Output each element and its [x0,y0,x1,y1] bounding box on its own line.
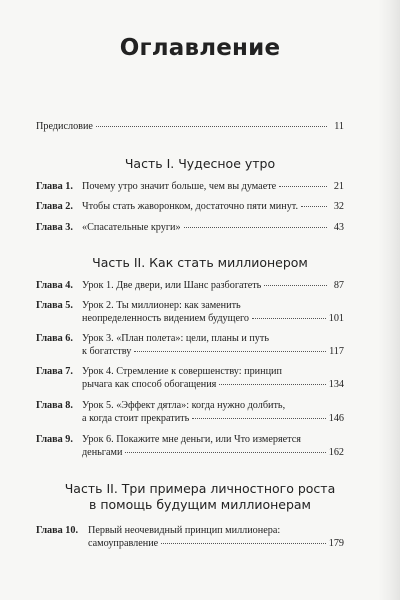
page-number: 43 [333,222,344,233]
chapter-title-line-2: деньгами [82,446,123,458]
chapter-label: Глава 7. [36,366,73,377]
dot-leader [96,126,327,127]
chapter-title-line-1: Урок 5. «Эффект дятла»: когда нужно долбить, [82,400,286,411]
page-number: 117 [329,345,344,357]
dot-leader [252,318,326,319]
chapter-title: «Спасательные круги» [82,222,181,233]
preface-label: Предисловие [36,121,93,132]
chapter-label: Глава 2. [36,201,73,212]
toc-entry-chapter-1[interactable] [36,181,344,194]
toc-entry-chapter-3[interactable] [36,222,344,235]
chapter-label: Глава 10. [36,525,79,536]
part-3-heading: Часть II. Три примера личностного роста в помощь будущим миллионерам [64,481,336,512]
part-1-heading: Часть I. Чудесное утро [124,156,276,171]
dot-leader [125,452,325,453]
toc-entry-preface[interactable] [36,121,344,134]
chapter-title-line-2: рычага как способ обогащения [82,378,217,390]
chapter-label: Глава 3. [36,222,73,233]
page-number: 87 [333,280,344,291]
toc-entry-chapter-7[interactable] [36,366,344,391]
chapter-title-line-1: Первый неочевидный принцип миллионера: [88,525,281,536]
chapter-label: Глава 1. [36,181,73,192]
chapter-label: Глава 5. [36,300,73,311]
toc-entry-chapter-10[interactable] [36,525,344,550]
chapter-label: Глава 6. [36,333,73,344]
toc-entry-chapter-6[interactable] [36,333,344,358]
dot-leader [264,285,327,286]
dot-leader [161,543,326,544]
page-number: 11 [334,121,344,132]
chapter-label: Глава 8. [36,400,73,411]
page-number: 101 [328,312,344,324]
chapter-title-line-1: Урок 3. «План полета»: цели, планы и путь [82,333,269,344]
dot-leader [219,384,325,385]
toc-entry-chapter-4[interactable] [36,280,344,293]
chapter-title: Урок 1. Две двери, или Шанс разбогатеть [82,280,262,291]
page-number: 146 [328,412,344,424]
dot-leader [279,186,327,187]
page-number: 134 [328,378,344,390]
toc-entry-chapter-8[interactable] [36,400,344,425]
chapter-title-line-1: Урок 6. Покажите мне деньги, или Что измеряется [82,434,301,445]
chapter-title-line-1: Урок 2. Ты миллионер: как заменить [82,300,241,311]
dot-leader [192,418,325,419]
toc-entry-chapter-5[interactable] [36,300,344,325]
chapter-title-line-2: самоуправление [88,537,159,549]
toc-entry-chapter-2[interactable] [36,201,344,214]
toc-entry-chapter-9[interactable] [36,434,344,459]
chapter-label: Глава 4. [36,280,73,291]
chapter-title-line-2: а когда стоит прекратить [82,412,190,424]
chapter-label: Глава 9. [36,434,73,445]
chapter-title: Почему утро значит больше, чем вы думаете [82,181,277,192]
page-title: Оглавление [119,35,281,61]
page-number: 162 [328,446,344,458]
chapter-title-line-1: Урок 4. Стремление к совершенству: принцип [82,366,282,377]
chapter-title-line-2: к богатству [82,345,132,357]
page-number: 179 [328,537,344,549]
chapter-title-line-2: неопределенность видением будущего [82,312,250,324]
chapter-title: Чтобы стать жаворонком, достаточно пяти минут. [82,201,299,212]
dot-leader [134,351,326,352]
page-number: 32 [333,201,344,212]
dot-leader [301,206,327,207]
part-2-heading: Часть II. Как стать миллионером [92,255,308,270]
page-number: 21 [333,181,344,192]
dot-leader [184,227,327,228]
